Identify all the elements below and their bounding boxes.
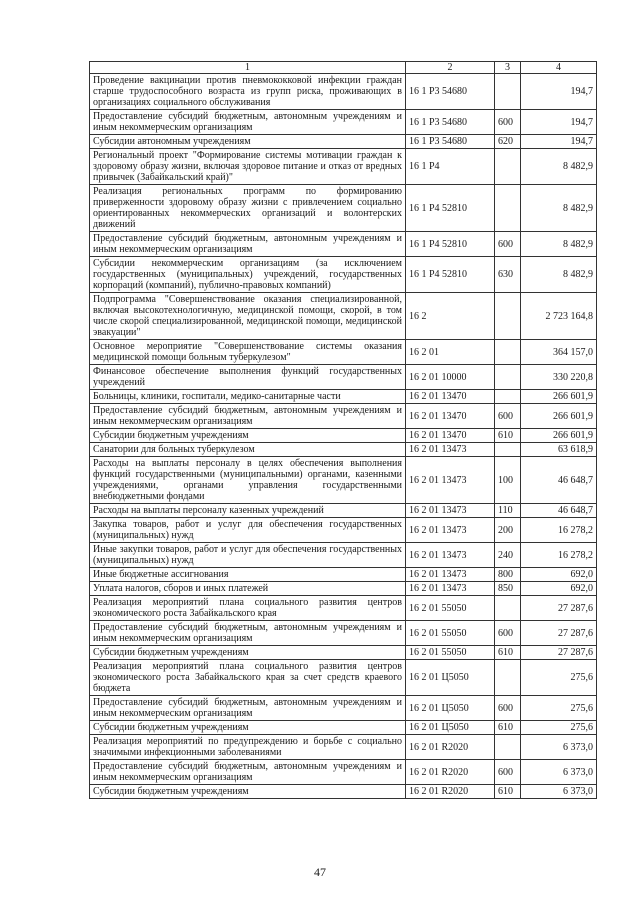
- expense-type: 600: [495, 404, 521, 429]
- target-code: 16 2 01 13470: [406, 429, 495, 443]
- budget-table: [89, 61, 597, 799]
- expense-type: 630: [495, 257, 521, 293]
- amount: 16 278,2: [521, 518, 597, 543]
- target-code: 16 2 01 13473: [406, 582, 495, 596]
- amount: 63 618,9: [521, 443, 597, 457]
- amount: 27 287,6: [521, 646, 597, 660]
- expense-type: 620: [495, 135, 521, 149]
- table-row: [90, 721, 597, 735]
- amount: 8 482,9: [521, 149, 597, 185]
- table-row: [90, 293, 597, 340]
- expense-type: 610: [495, 721, 521, 735]
- table-body: [90, 74, 597, 799]
- table-row: [90, 365, 597, 390]
- amount: 8 482,9: [521, 257, 597, 293]
- table-row: [90, 660, 597, 696]
- target-code: 16 1 Р3 54680: [406, 135, 495, 149]
- item-name: Субсидии бюджетным учреждениям: [90, 721, 406, 735]
- target-code: 16 2 01 55050: [406, 621, 495, 646]
- target-code: 16 1 Р4 52810: [406, 185, 495, 232]
- table-row: [90, 568, 597, 582]
- expense-type: 600: [495, 760, 521, 785]
- target-code: 16 2 01: [406, 340, 495, 365]
- amount: 6 373,0: [521, 760, 597, 785]
- target-code: 16 2 01 55050: [406, 596, 495, 621]
- item-name: Субсидии бюджетным учреждениям: [90, 785, 406, 799]
- table-row: [90, 390, 597, 404]
- target-code: 16 1 Р3 54680: [406, 74, 495, 110]
- amount: 6 373,0: [521, 735, 597, 760]
- amount: 275,6: [521, 721, 597, 735]
- expense-type: 610: [495, 785, 521, 799]
- table-row: [90, 596, 597, 621]
- amount: 27 287,6: [521, 621, 597, 646]
- target-code: 16 2 01 13470: [406, 390, 495, 404]
- item-name: Предоставление субсидий бюджетным, автономным учреждениям и иным некоммерческим организациям: [90, 404, 406, 429]
- target-code: 16 2 01 13473: [406, 543, 495, 568]
- target-code: 16 2 01 13470: [406, 404, 495, 429]
- table-row: [90, 696, 597, 721]
- amount: 275,6: [521, 696, 597, 721]
- item-name: Уплата налогов, сборов и иных платежей: [90, 582, 406, 596]
- table-row: [90, 429, 597, 443]
- expense-type: 850: [495, 582, 521, 596]
- target-code: 16 1 Р4 52810: [406, 257, 495, 293]
- expense-type: 610: [495, 429, 521, 443]
- target-code: 16 2 01 Ц5050: [406, 696, 495, 721]
- table-header: [90, 62, 597, 74]
- target-code: 16 2: [406, 293, 495, 340]
- expense-type: 610: [495, 646, 521, 660]
- expense-type: 240: [495, 543, 521, 568]
- item-name: Подпрограмма "Совершенствование оказания специализированной, включая высокотехнологичную, медицинской помощи, скорой, в том числе скорой специализированной, медицинской помощи, медицинской эвакуации": [90, 293, 406, 340]
- header-col-1: 1: [90, 62, 406, 74]
- amount: 27 287,6: [521, 596, 597, 621]
- table-row: [90, 404, 597, 429]
- target-code: 16 1 Р4: [406, 149, 495, 185]
- expense-type: [495, 735, 521, 760]
- expense-type: 600: [495, 110, 521, 135]
- amount: 46 648,7: [521, 457, 597, 504]
- item-name: Финансовое обеспечение выполнения функций государственных учреждений: [90, 365, 406, 390]
- expense-type: 600: [495, 621, 521, 646]
- expense-type: [495, 660, 521, 696]
- amount: 692,0: [521, 582, 597, 596]
- item-name: Основное мероприятие "Совершенствование системы оказания медицинской помощи больным туберкулезом": [90, 340, 406, 365]
- target-code: 16 2 01 Ц5050: [406, 721, 495, 735]
- item-name: Предоставление субсидий бюджетным, автономным учреждениям и иным некоммерческим организациям: [90, 110, 406, 135]
- expense-type: [495, 185, 521, 232]
- item-name: Расходы на выплаты персоналу в целях обеспечения выполнения функций государственными (муниципальными) органами, казенными учреждениями, органами управления государственными внебюджетными фондами: [90, 457, 406, 504]
- table-row: [90, 185, 597, 232]
- header-col-2: 2: [406, 62, 495, 74]
- table-row: [90, 74, 597, 110]
- target-code: 16 2 01 R2020: [406, 735, 495, 760]
- expense-type: [495, 365, 521, 390]
- expense-type: 800: [495, 568, 521, 582]
- amount: 266 601,9: [521, 404, 597, 429]
- target-code: 16 2 01 55050: [406, 646, 495, 660]
- expense-type: 600: [495, 232, 521, 257]
- expense-type: [495, 340, 521, 365]
- item-name: Закупка товаров, работ и услуг для обеспечения государственных (муниципальных) нужд: [90, 518, 406, 543]
- item-name: Реализация мероприятий плана социального развития центров экономического роста Забайкальского края: [90, 596, 406, 621]
- table-row: [90, 518, 597, 543]
- table-row: [90, 760, 597, 785]
- table-row: [90, 543, 597, 568]
- table-row: [90, 135, 597, 149]
- expense-type: [495, 149, 521, 185]
- expense-type: [495, 293, 521, 340]
- target-code: 16 2 01 13473: [406, 504, 495, 518]
- target-code: 16 2 01 13473: [406, 457, 495, 504]
- item-name: Субсидии бюджетным учреждениям: [90, 646, 406, 660]
- amount: 194,7: [521, 74, 597, 110]
- target-code: 16 2 01 R2020: [406, 760, 495, 785]
- item-name: Предоставление субсидий бюджетным, автономным учреждениям и иным некоммерческим организациям: [90, 232, 406, 257]
- amount: 692,0: [521, 568, 597, 582]
- amount: 2 723 164,8: [521, 293, 597, 340]
- expense-type: [495, 390, 521, 404]
- table-row: [90, 457, 597, 504]
- item-name: Иные бюджетные ассигнования: [90, 568, 406, 582]
- amount: 8 482,9: [521, 185, 597, 232]
- header-col-3: 3: [495, 62, 521, 74]
- table-row: [90, 582, 597, 596]
- amount: 194,7: [521, 110, 597, 135]
- item-name: Субсидии бюджетным учреждениям: [90, 429, 406, 443]
- table-row: [90, 232, 597, 257]
- target-code: 16 2 01 R2020: [406, 785, 495, 799]
- item-name: Проведение вакцинации против пневмококковой инфекции граждан старше трудоспособного возраста из групп риска, проживающих в организациях социального обслуживания: [90, 74, 406, 110]
- table-row: [90, 443, 597, 457]
- item-name: Предоставление субсидий бюджетным, автономным учреждениям и иным некоммерческим организациям: [90, 696, 406, 721]
- table-row: [90, 785, 597, 799]
- target-code: 16 1 Р3 54680: [406, 110, 495, 135]
- expense-type: 600: [495, 696, 521, 721]
- amount: 6 373,0: [521, 785, 597, 799]
- item-name: Больницы, клиники, госпитали, медико-санитарные части: [90, 390, 406, 404]
- expense-type: [495, 443, 521, 457]
- target-code: 16 2 01 13473: [406, 568, 495, 582]
- amount: 16 278,2: [521, 543, 597, 568]
- item-name: Реализация мероприятий плана социального развития центров экономического роста Забайкальского края за счет средств краевого бюджета: [90, 660, 406, 696]
- expense-type: [495, 74, 521, 110]
- table-row: [90, 340, 597, 365]
- table-row: [90, 149, 597, 185]
- amount: 194,7: [521, 135, 597, 149]
- header-col-4: 4: [521, 62, 597, 74]
- table-row: [90, 504, 597, 518]
- expense-type: 110: [495, 504, 521, 518]
- item-name: Санатории для больных туберкулезом: [90, 443, 406, 457]
- item-name: Региональный проект "Формирование системы мотивации граждан к здоровому образу жизни, включая здоровое питание и отказ от вредных привычек (Забайкальский край)": [90, 149, 406, 185]
- item-name: Реализация мероприятий по предупреждению и борьбе с социально значимыми инфекционными заболеваниями: [90, 735, 406, 760]
- target-code: 16 2 01 Ц5050: [406, 660, 495, 696]
- expense-type: 200: [495, 518, 521, 543]
- item-name: Субсидии автономным учреждениям: [90, 135, 406, 149]
- item-name: Предоставление субсидий бюджетным, автономным учреждениям и иным некоммерческим организациям: [90, 621, 406, 646]
- amount: 266 601,9: [521, 390, 597, 404]
- item-name: Расходы на выплаты персоналу казенных учреждений: [90, 504, 406, 518]
- header-row: [90, 62, 597, 74]
- target-code: 16 1 Р4 52810: [406, 232, 495, 257]
- amount: 364 157,0: [521, 340, 597, 365]
- expense-type: [495, 596, 521, 621]
- item-name: Реализация региональных программ по формированию приверженности здоровому образу жизни с привлечением социально ориентированных некоммерческих организаций и волонтерских движений: [90, 185, 406, 232]
- item-name: Субсидии некоммерческим организациям (за исключением государственных (муниципальных) учреждений, государственных корпораций (компаний), публично-правовых компаний): [90, 257, 406, 293]
- amount: 266 601,9: [521, 429, 597, 443]
- table-row: [90, 257, 597, 293]
- page-number: 47: [314, 865, 326, 879]
- target-code: 16 2 01 13473: [406, 443, 495, 457]
- item-name: Иные закупки товаров, работ и услуг для обеспечения государственных (муниципальных) нужд: [90, 543, 406, 568]
- target-code: 16 2 01 10000: [406, 365, 495, 390]
- amount: 8 482,9: [521, 232, 597, 257]
- amount: 275,6: [521, 660, 597, 696]
- table-row: [90, 735, 597, 760]
- amount: 330 220,8: [521, 365, 597, 390]
- table-row: [90, 621, 597, 646]
- amount: 46 648,7: [521, 504, 597, 518]
- item-name: Предоставление субсидий бюджетным, автономным учреждениям и иным некоммерческим организациям: [90, 760, 406, 785]
- expense-type: 100: [495, 457, 521, 504]
- table-row: [90, 110, 597, 135]
- target-code: 16 2 01 13473: [406, 518, 495, 543]
- table-row: [90, 646, 597, 660]
